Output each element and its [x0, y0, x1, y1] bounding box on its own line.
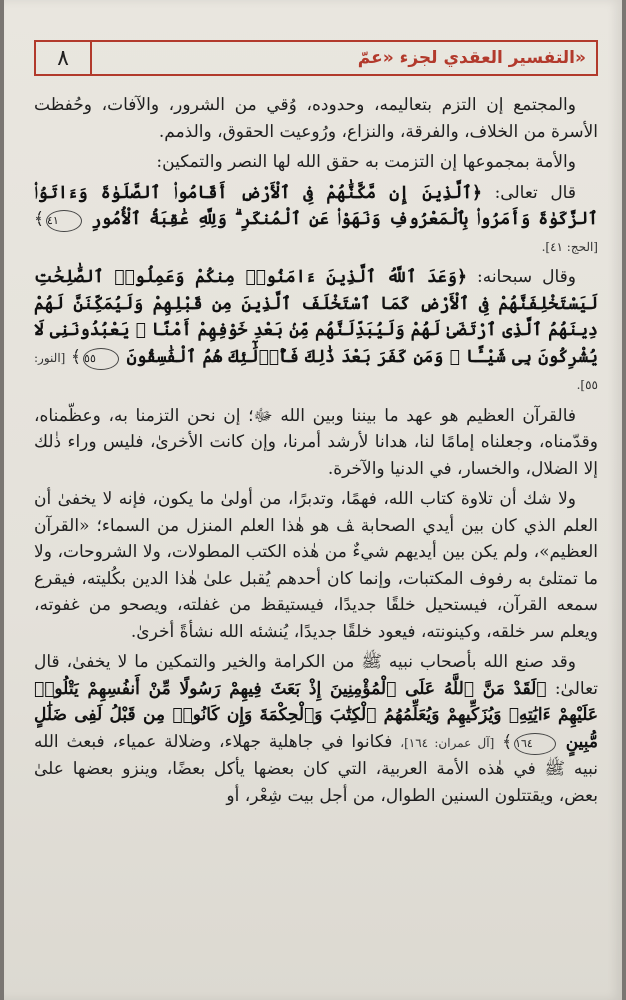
page-body: [34, 92, 598, 990]
quran-quote-paragraph: وقال سبحانه: ﴿وَعَدَ ٱللَّهُ ٱلَّذِينَ ءَامَنُوا۟ مِنكُمْ وَعَمِلُوا۟ ٱلصَّٰلِحَٰتِ لَيَسْتَخْلِفَنَّهُمْ فِى ٱلْأَرْضِ كَمَا ٱسْتَخْلَفَ ٱلَّذِينَ مِن قَبْلِهِمْ وَلَيُمَكِّنَنَّ لَهُمْ دِينَهُمُ ٱلَّذِى ٱرْتَضَىٰ لَهُمْ وَلَيُبَدِّلَنَّهُم مِّنۢ بَعْدِ خَوْفِهِمْ أَمْنًا ۚ يَعْبُدُونَنِى لَا يُشْرِكُونَ بِى شَيْـًٔا ۚ وَمَن كَفَرَ بَعْدَ ذَٰلِكَ فَأُو۟لَٰٓئِكَ هُمُ ٱلْفَٰسِقُونَ ٥٥﴾ [النور: ٥٥].: [34, 267, 598, 392]
verse-reference: [آل عمران: ١٦٤]،: [400, 735, 495, 750]
paragraph-text: والأمة بمجموعها إن التزمت به حقق الله لها النصر والتمكين:: [156, 152, 576, 172]
verse-reference: [الحج: ٤١].: [541, 239, 598, 254]
quote-intro: وقال سبحانه:: [476, 267, 577, 287]
verse-number-marker: ١٦٤: [514, 733, 556, 755]
verse-number-marker: ٥٥: [83, 348, 119, 370]
running-title: التفسير العقدي لجزء «عمّ»: [357, 48, 586, 68]
quran-verse: ﴿لَقَدْ مَنَّ ٱللَّهُ عَلَى ٱلْمُؤْمِنِينَ إِذْ بَعَثَ فِيهِمْ رَسُولًا مِّنْ أَنفُسِهِمْ يَتْلُوا۟ عَلَيْهِمْ ءَايَٰتِهِۦ وَيُزَكِّيهِمْ وَيُعَلِّمُهُمُ ٱلْكِتَٰبَ وَٱلْحِكْمَةَ وَإِن كَانُوا۟ مِن قَبْلُ لَفِى ضَلَٰلٍ مُّبِينٍ: [34, 678, 598, 752]
paragraph-text: فالقرآن العظيم هو عهد ما بيننا وبين الله ﷻ؛ إن نحن التزمنا به، وعظّمناه، وقدّمناه، وجعلناه إمامًا لنا، هدانا لأرشد أمرنا، وإن كانت الأخرىٰ، فليس وراء ذٰلك إلا الضلال، والخسار، في الدنيا والآخرة.: [34, 405, 598, 479]
quote-intro: قال تعالى:: [494, 182, 576, 203]
quran-quote-paragraph: قال تعالى: ﴿ٱلَّذِينَ إِن مَّكَّنَّٰهُمْ فِى ٱلْأَرْضِ أَقَامُوا۟ ٱلصَّلَوٰةَ وَءَاتَوُا۟ ٱلزَّكَوٰةَ وَأَمَرُوا۟ بِٱلْمَعْرُوفِ وَنَهَوْا۟ عَنِ ٱلْمُنكَرِ ۗ وَلِلَّهِ عَٰقِبَةُ ٱلْأُمُورِ ٤١﴾ [الحج: ٤١].: [34, 182, 598, 254]
quran-verse: ﴿ٱلَّذِينَ إِن مَّكَّنَّٰهُمْ فِى ٱلْأَرْضِ أَقَامُوا۟ ٱلصَّلَوٰةَ وَءَاتَوُا۟ ٱلزَّكَوٰةَ وَأَمَرُوا۟ بِٱلْمَعْرُوفِ وَنَهَوْا۟ عَنِ ٱلْمُنكَرِ ۗ وَلِلَّهِ عَٰقِبَةُ ٱلْأُمُورِ: [34, 182, 598, 229]
paragraph-text: وقد صنع الله بأصحاب نبيه ﷺ من الكرامة والخير والتمكين ما لا يخفىٰ، قال تعالىٰ:: [34, 652, 598, 699]
paragraph-text: ولا شك أن تلاوة كتاب الله، فهمًا، وتدبرًا، من أولىٰ ما يكون، فإنه لا يخفىٰ أن العلم الذي كان بين أيدي الصحابة ﭫ هو هٰذا العلم المنزل من السماء؛ «القرآن العظيم»، ولم يكن بين أيديهم شيءٌ من هٰذه الكتب المطولات، ولا الشروحات، ولا ما تمتلئ به رفوف المكتبات، وإنما كان أحدهم يُقبل علىٰ هٰذا الدين بكُليته، فيقرع سمعه القرآن، فيستحيل خلقًا جديدًا، فيستيقظ من غفلته، ويصحو من غفوته، ويعلم سر خلقه، وكينونته، فيعود خلقًا جديدًا، يُنشئه الله نشأةً أخرىٰ.: [34, 489, 598, 642]
page-number: ٨: [57, 45, 69, 71]
quran-verse: ﴿وَعَدَ ٱللَّهُ ٱلَّذِينَ ءَامَنُوا۟ مِنكُمْ وَعَمِلُوا۟ ٱلصَّٰلِحَٰتِ لَيَسْتَخْلِفَنَّهُمْ فِى ٱلْأَرْضِ كَمَا ٱسْتَخْلَفَ ٱلَّذِينَ مِن قَبْلِهِمْ وَلَيُمَكِّنَنَّ لَهُمْ دِينَهُمُ ٱلَّذِى ٱرْتَضَىٰ لَهُمْ وَلَيُبَدِّلَنَّهُم مِّنۢ بَعْدِ خَوْفِهِمْ أَمْنًا ۚ يَعْبُدُونَنِى لَا يُشْرِكُونَ بِى شَيْـًٔا ۚ وَمَن كَفَرَ بَعْدَ ذَٰلِكَ فَأُو۟لَٰٓئِكَ هُمُ ٱلْفَٰسِقُونَ: [34, 267, 598, 367]
paragraph: [34, 149, 598, 176]
verse-reference: [النور: ٥٥].: [34, 350, 598, 392]
paragraph: [34, 92, 598, 145]
paragraph-text: والمجتمع إن التزم بتعاليمه، وحدوده، وُقي من الشرور، والآفات، وحُفظت الأسرة من الخلاف، والفرقة، والنزاع، ورُوعيت الحقوق، والذمم.: [34, 95, 598, 142]
paragraph: [34, 403, 598, 483]
paragraph: [34, 486, 598, 645]
verse-number-marker: ٤١: [46, 210, 82, 232]
paragraph-continuation: فكانوا في جاهلية جهلاء، وضلالة عمياء، فبعث الله نبيه ﷺ في هٰذه الأمة العربية، التي كان بعضها يأكل بعضًا، وينزو بعضها علىٰ بعض، ويقتتلون السنين الطوال، من أجل بيت شِعْر، أو: [34, 731, 598, 806]
book-page: [4, 0, 622, 1000]
running-title-box: [92, 40, 598, 76]
quran-quote-paragraph: وقد صنع الله بأصحاب نبيه ﷺ من الكرامة والخير والتمكين ما لا يخفىٰ، قال تعالىٰ: ﴿لَقَدْ مَنَّ ٱللَّهُ عَلَى ٱلْمُؤْمِنِينَ إِذْ بَعَثَ فِيهِمْ رَسُولًا مِّنْ أَنفُسِهِمْ يَتْلُوا۟ عَلَيْهِمْ ءَايَٰتِهِۦ وَيُزَكِّيهِمْ وَيُعَلِّمُهُمُ ٱلْكِتَٰبَ وَٱلْحِكْمَةَ وَإِن كَانُوا۟ مِن قَبْلُ لَفِى ضَلَٰلٍ مُّبِينٍ ١٦٤﴾ [آل عمران: ١٦٤]، فكانوا في جاهلية جهلاء، وضلالة عمياء، فبعث الله نبيه ﷺ في هٰذه الأمة العربية، التي كان بعضها يأكل بعضًا، وينزو بعضها علىٰ بعض، ويقتتلون السنين الطوال، من أجل بيت شِعْر، أو: [34, 652, 598, 806]
page-header: [34, 40, 598, 76]
page-number-box: [34, 40, 92, 76]
